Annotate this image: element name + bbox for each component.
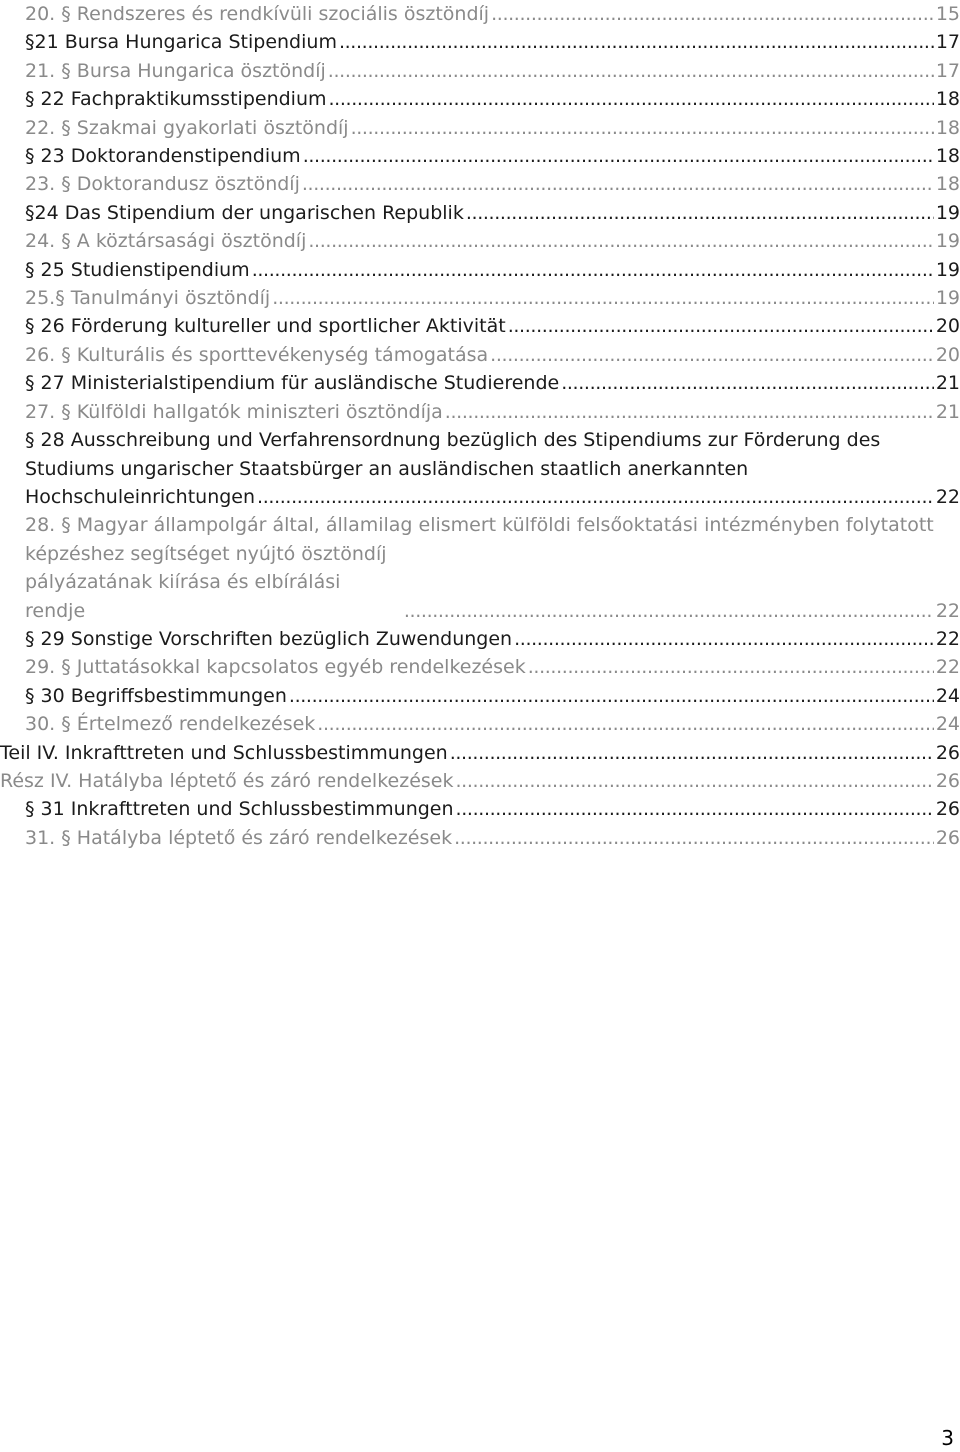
toc-entry[interactable]	[0, 795, 960, 823]
toc-dot-leader	[351, 114, 934, 142]
toc-entry[interactable]	[0, 369, 960, 397]
toc-entry[interactable]	[0, 682, 960, 710]
toc-entry[interactable]	[0, 710, 960, 738]
toc-entry[interactable]	[0, 256, 960, 284]
toc-entry-text: 21. § Bursa Hungarica ösztöndíj	[25, 59, 326, 82]
toc-entry[interactable]	[0, 85, 960, 113]
toc-dot-leader	[257, 483, 934, 511]
toc-entry-page: 22	[935, 627, 960, 650]
toc-dot-leader	[454, 824, 934, 852]
toc-dot-leader	[456, 795, 934, 823]
toc-entry-text: 25.§ Tanulmányi ösztöndíj	[25, 287, 271, 310]
toc-entry-page: 22	[935, 656, 960, 679]
toc-dot-leader	[514, 625, 934, 653]
toc-entry-text: § 26 Förderung kultureller und sportlicher Aktivität	[25, 315, 506, 338]
toc-dot-leader	[508, 312, 934, 340]
toc-entry-page: 19	[935, 230, 960, 253]
toc-entry-page: 17	[935, 59, 960, 82]
toc-entry-page: 20	[935, 343, 960, 366]
toc-dot-leader	[302, 170, 934, 198]
toc-dot-leader	[289, 682, 934, 710]
toc-dot-leader	[561, 369, 934, 397]
toc-entry[interactable]	[0, 824, 960, 852]
toc-entry-text: § 27 Ministerialstipendium für ausländische Studierende	[25, 372, 560, 395]
toc-section-tail	[0, 625, 960, 852]
toc-entry-page: 26	[935, 741, 960, 764]
toc-entry-page: 15	[935, 3, 960, 25]
toc-entry-page: 19	[935, 201, 960, 224]
toc-entry-text: 26. § Kulturális és sporttevékenység támogatása	[25, 343, 489, 366]
toc-entry-page: 24	[935, 684, 960, 707]
toc-entry-page: 26	[935, 826, 960, 849]
toc-entry-text: § 22 Fachpraktikumsstipendium	[25, 88, 327, 111]
toc-entry-page: 22	[935, 485, 960, 508]
toc-entry-page: 18	[935, 88, 960, 111]
page-number: 3	[941, 1426, 954, 1450]
toc-entry-page: 24	[935, 713, 960, 736]
toc-dot-leader	[252, 256, 934, 284]
toc-entry-text-line: képzéshez segítséget nyújtó ösztöndíj pályázatának kiírása és elbírálási rendje	[25, 542, 387, 622]
toc-entry-page: 26	[935, 798, 960, 821]
toc-entry-page: 26	[935, 769, 960, 792]
toc-entry-page: 18	[935, 173, 960, 196]
toc-entry[interactable]	[0, 739, 960, 767]
toc-dot-leader	[404, 597, 934, 625]
toc-entry[interactable]	[0, 284, 960, 312]
toc-entry[interactable]	[0, 625, 960, 653]
toc-entry[interactable]	[0, 398, 960, 426]
toc-dot-leader	[490, 341, 934, 369]
toc-entry-page: 17	[935, 31, 960, 54]
toc-entry[interactable]	[0, 312, 960, 340]
toc-entry[interactable]	[0, 767, 960, 795]
toc-entry-text: § 23 Doktorandenstipendium	[25, 145, 301, 168]
toc-entry-text-line: Studiums ungarischer Staatsbürger an ausländischen staatlich anerkannten	[25, 457, 749, 480]
toc-dot-leader	[328, 57, 934, 85]
toc-entry-text: Teil IV. Inkrafttreten und Schlussbestimmungen	[0, 741, 448, 764]
toc-entry-text-line: 28. § Magyar állampolgár által, államilag elismert külföldi felsőoktatási intézményben folytatott	[25, 514, 934, 537]
toc-entry[interactable]	[0, 199, 960, 227]
toc-dot-leader	[450, 739, 934, 767]
toc-entry-text: § 25 Studienstipendium	[25, 258, 250, 281]
toc-entry-text: 24. § A köztársasági ösztöndíj	[25, 230, 307, 253]
toc-entry-page: 20	[935, 315, 960, 338]
toc-dot-leader	[329, 85, 934, 113]
toc-entry-text: 27. § Külföldi hallgatók miniszteri ösztöndíja	[25, 400, 443, 423]
toc-entry-page: 18	[935, 145, 960, 168]
toc-entry[interactable]	[0, 28, 960, 56]
toc-entry[interactable]	[0, 227, 960, 255]
toc-entry-page: 19	[935, 258, 960, 281]
toc-entry-text: 23. § Doktorandusz ösztöndíj	[25, 173, 300, 196]
toc-dot-leader	[445, 398, 934, 426]
toc-entry-text: §24 Das Stipendium der ungarischen Republik	[25, 201, 464, 224]
toc-entry-text: 20. § Rendszeres és rendkívüli szociális ösztöndíj	[25, 3, 490, 25]
toc-section-head	[0, 0, 960, 426]
toc-entry-page: 19	[935, 287, 960, 310]
toc-entry-page: 18	[935, 116, 960, 139]
toc-entry[interactable]	[0, 511, 960, 625]
toc-dot-leader	[455, 767, 933, 795]
toc-entry-text: § 31 Inkrafttreten und Schlussbestimmungen	[25, 798, 454, 821]
toc-entry[interactable]	[0, 426, 960, 511]
toc-entry-page: 21	[935, 400, 960, 423]
toc-dot-leader	[528, 653, 934, 681]
toc-entry[interactable]	[0, 114, 960, 142]
toc-entry-text: 30. § Értelmező rendelkezések	[25, 713, 316, 736]
toc-entry-text: § 30 Begriffsbestimmungen	[25, 684, 287, 707]
toc-entry-text: 22. § Szakmai gyakorlati ösztöndíj	[25, 116, 349, 139]
toc-dot-leader	[339, 28, 934, 56]
toc-dot-leader	[317, 710, 934, 738]
toc-dot-leader	[272, 284, 934, 312]
toc-entry[interactable]	[0, 653, 960, 681]
toc-entry-text-line: § 28 Ausschreibung und Verfahrensordnung bezüglich des Stipendiums zur Förderung des	[25, 429, 881, 452]
toc-entry-page: 22	[935, 599, 960, 622]
toc-entry-text: 29. § Juttatásokkal kapcsolatos egyéb rendelkezések	[25, 656, 526, 679]
toc-entry-text: § 29 Sonstige Vorschriften bezüglich Zuwendungen	[25, 627, 513, 650]
toc-dot-leader	[303, 142, 934, 170]
toc-dot-leader	[491, 0, 934, 28]
toc-entry[interactable]	[0, 142, 960, 170]
toc-dot-leader	[308, 227, 933, 255]
toc-entry-text: Rész IV. Hatályba léptető és záró rendelkezések	[0, 769, 454, 792]
toc-entry-page: 21	[935, 372, 960, 395]
toc-entry-text: §21 Bursa Hungarica Stipendium	[25, 31, 337, 54]
toc-entry[interactable]	[0, 341, 960, 369]
toc-entry-text-line: Hochschuleinrichtungen	[25, 485, 256, 508]
toc-entry[interactable]	[0, 170, 960, 198]
toc-dot-leader	[466, 199, 934, 227]
toc-entry[interactable]	[0, 57, 960, 85]
toc-entry-text: 31. § Hatályba léptető és záró rendelkezések	[25, 826, 453, 849]
toc-entry[interactable]	[0, 0, 960, 28]
